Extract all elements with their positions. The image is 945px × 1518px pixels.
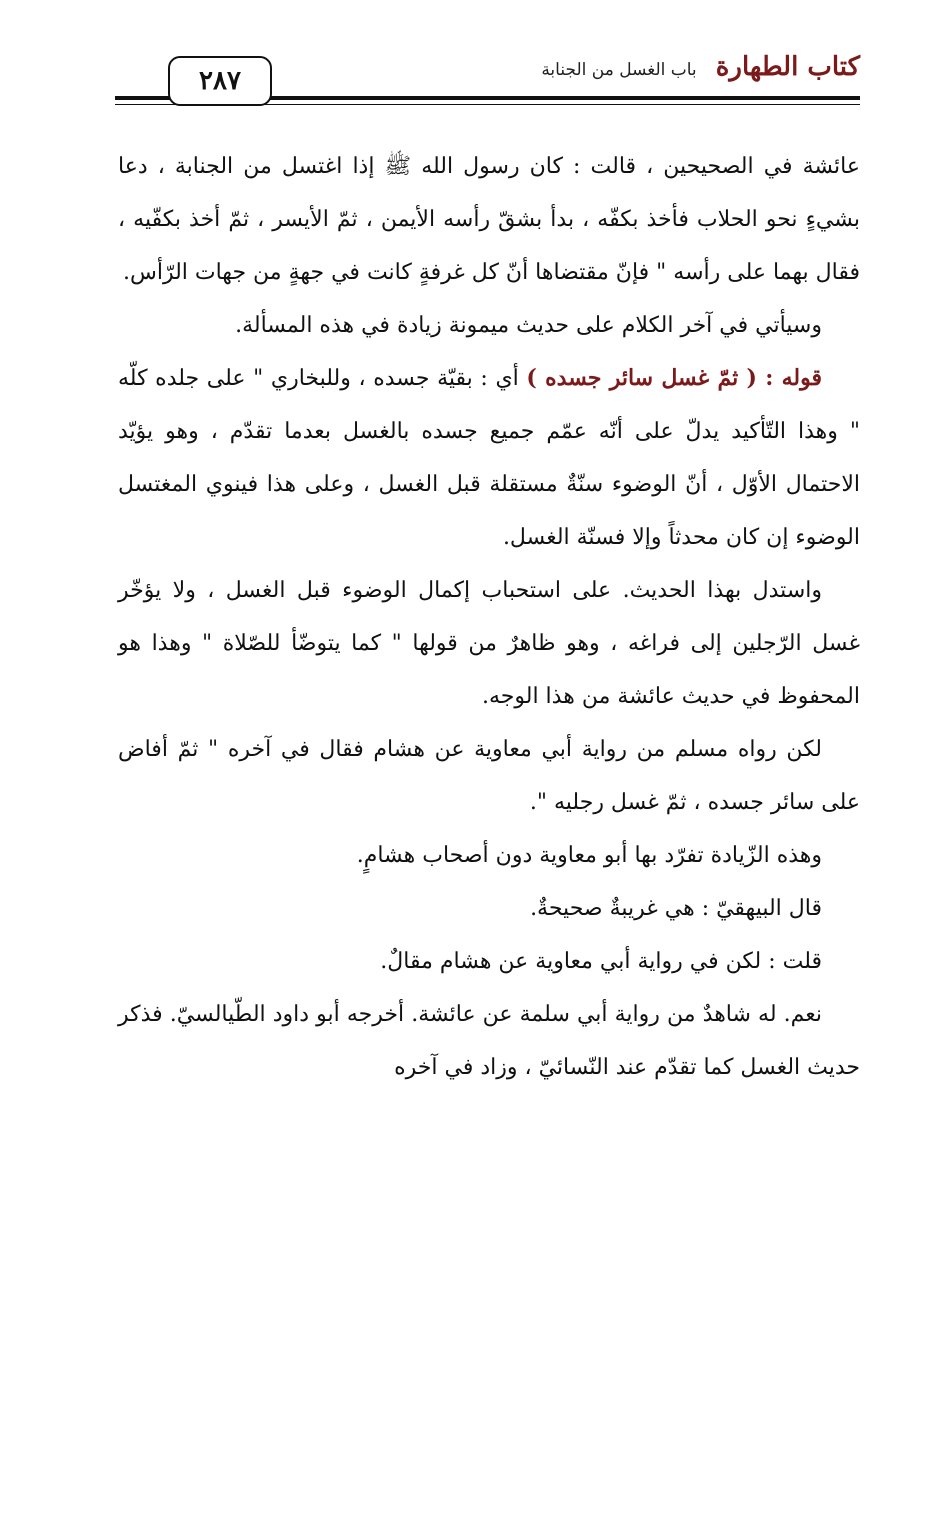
paragraph: عائشة في الصحيحين ، قالت : كان رسول الله ﷺ إذا اغتسل من الجنابة ، دعا بشيءٍ نحو الحلاب فأخذ بكفّه ، بدأ بشقّ رأسه الأيمن ، ثمّ الأيسر ، ثمّ أخذ بكفّيه ، فقال بهما على رأسه " فإنّ مقتضاها أنّ كل غرفةٍ كانت في جهةٍ من جهات الرّأس. (118, 154, 860, 285)
paragraph: قلت : لكن في رواية أبي معاوية عن هشام مقالٌ. (380, 949, 822, 974)
paragraph: نعم. له شاهدٌ من رواية أبي سلمة عن عائشة. أخرجه أبو داود الطّيالسيّ. فذكر حديث الغسل كما تقدّم عند النّسائيّ ، وزاد في آخره (118, 1002, 860, 1080)
paragraph: وهذه الزّيادة تفرّد بها أبو معاوية دون أصحاب هشامٍ. (356, 843, 822, 868)
paragraph: قال البيهقيّ : هي غريبةٌ صحيحةٌ. (530, 896, 822, 921)
page-body (118, 140, 860, 1094)
qawl-label: قوله : ( ثمّ غسل سائر جسده ) (526, 365, 822, 391)
page-number-box (168, 56, 272, 106)
paragraph: واستدل بهذا الحديث. على استحباب إكمال الوضوء قبل الغسل ، ولا يؤخّر غسل الرّجلين إلى فراغه ، وهو ظاهرٌ من قولها " كما يتوضّأ للصّلاة " وهذا هو المحفوظ في حديث عائشة من هذا الوجه. (118, 578, 860, 709)
running-title (541, 52, 860, 82)
chapter-title: باب الغسل من الجنابة (541, 60, 697, 80)
paragraph: وسيأتي في آخر الكلام على حديث ميمونة زيادة في هذه المسألة. (235, 313, 822, 338)
paragraph-text: أي : بقيّة جسده ، وللبخاري " على جلده كلّه " وهذا التّأكيد يدلّ على أنّه عمّم جميع جسده بالغسل بعدما تقدّم ، وهو يؤيّد الاحتمال الأوّل ، أنّ الوضوء سنّةٌ مستقلة قبل الغسل ، وعلى هذا فينوي المغتسل الوضوء إن كان محدثاً وإلا فسنّة الغسل. (118, 366, 860, 550)
page-header (115, 50, 860, 110)
book-title: كتاب الطهارة (715, 52, 860, 82)
page-number: ٢٨٧ (199, 66, 241, 96)
paragraph: لكن رواه مسلم من رواية أبي معاوية عن هشام فقال في آخره " ثمّ أفاض على سائر جسده ، ثمّ غسل رجليه ". (118, 737, 860, 815)
paragraph-qawl (118, 352, 860, 564)
